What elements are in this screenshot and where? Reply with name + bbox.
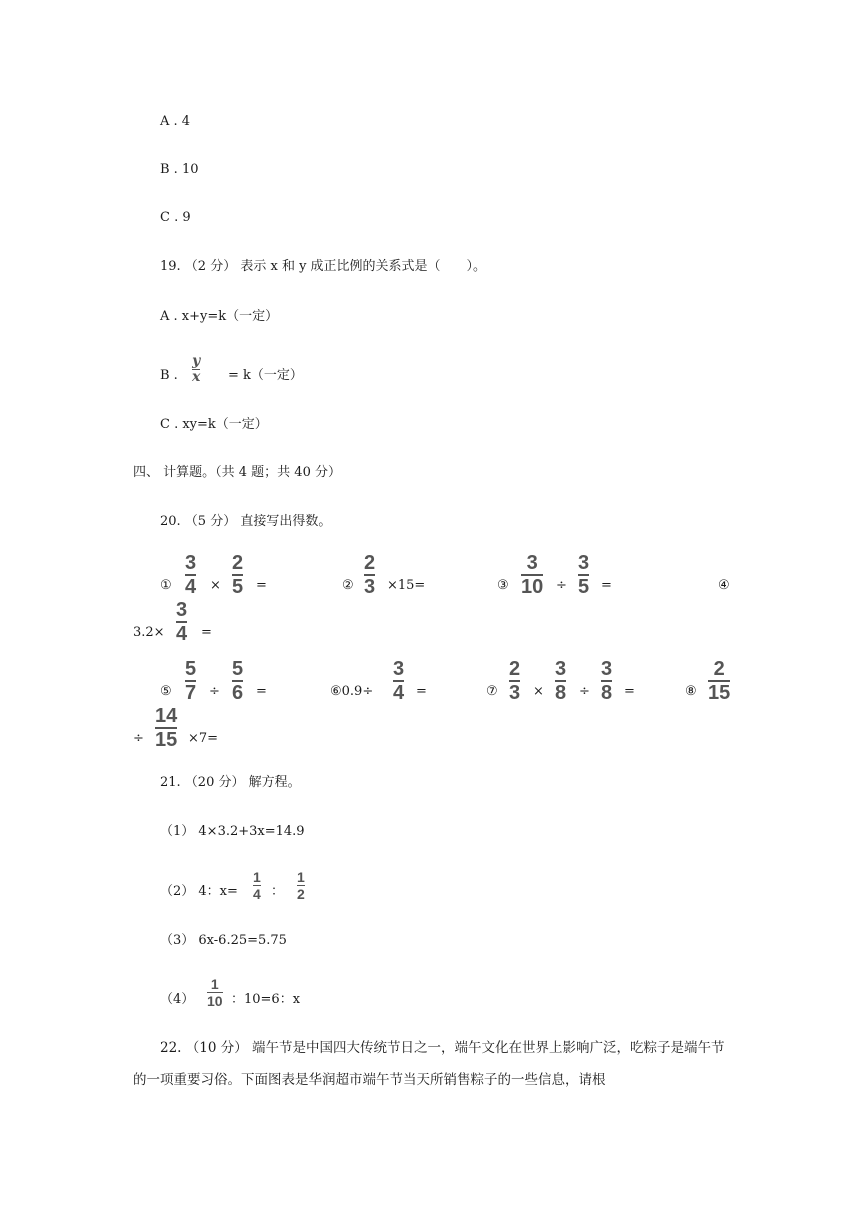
q20-item5-fraction2 (232, 659, 243, 703)
q20-item2-fraction1 (364, 553, 375, 597)
q20-item2-mark: ② (342, 578, 354, 593)
q20-item8-lead: ÷ (133, 731, 144, 746)
fraction-denominator: 4 (176, 623, 188, 645)
fraction-numerator: 3 (578, 552, 590, 574)
fraction-numerator: 1 (297, 869, 305, 885)
fraction-numerator: 3 (393, 658, 405, 680)
fraction-numerator: 3 (176, 599, 188, 621)
fraction-numerator: 14 (155, 705, 178, 727)
q21-equation2-fraction1 (253, 870, 261, 901)
q21-equation3: （3） 6x-6.25=5.75 (160, 933, 287, 948)
fraction-numerator: 2 (364, 552, 376, 574)
fraction-denominator: 3 (364, 576, 376, 598)
q19-stem: 19. （2 分） 表示 x 和 y 成正比例的关系式是（ ）。 (160, 259, 487, 274)
q20-item3-equals: = (601, 578, 612, 593)
q20-item4-lead: 3.2× (133, 625, 165, 640)
q20-item2-tail: ×15= (387, 578, 426, 593)
q20-item1-fraction2 (232, 553, 243, 597)
fraction-numerator: 3 (185, 552, 197, 574)
fraction-denominator: 15 (155, 729, 178, 751)
q21-equation2-colon: ： (271, 884, 285, 899)
q20-item7-fraction3 (601, 659, 612, 703)
q20-item5-mark: ⑤ (160, 684, 172, 699)
q20-item3-mark: ③ (497, 578, 509, 593)
fraction-numerator: 5 (232, 658, 244, 680)
fraction-denominator: 15 (708, 682, 731, 704)
q20-item7-operator1: × (533, 684, 544, 699)
fraction-numerator: 3 (601, 658, 613, 680)
q19-option-b-suffix: = k（一定） (228, 368, 303, 383)
fraction-denominator: 7 (185, 682, 197, 704)
q21-equation2-fraction2 (297, 870, 305, 901)
q20-item7-fraction2 (555, 659, 566, 703)
fraction-denominator: 5 (232, 576, 244, 598)
q22-paragraph: 22. （10 分） 端午节是中国四大传统节日之一，端午文化在世界上影响广泛，吃粽子是端午节的一项重要习俗。下面图表是华润超市端午节当天所销售粽子的一些信息，请根 (133, 1040, 725, 1088)
q20-item4-fraction1 (176, 600, 187, 644)
q20-item5-operator: ÷ (209, 684, 220, 699)
q20-item4-mark: ④ (718, 578, 730, 593)
q20-item7-operator2: ÷ (579, 684, 590, 699)
q21-stem: 21. （20 分） 解方程。 (160, 775, 301, 790)
q20-item8-fraction1 (708, 659, 730, 703)
q20-item8-mark: ⑧ (685, 684, 697, 699)
fraction-numerator: 1 (210, 976, 219, 992)
fraction-denominator: 8 (555, 682, 567, 704)
q20-item6-equals: = (416, 684, 427, 699)
q20-item6-mark: ⑥0.9÷ (330, 684, 374, 699)
fraction-denominator: x (192, 369, 201, 385)
fraction-denominator: 8 (601, 682, 613, 704)
fraction-numerator: 3 (526, 552, 538, 574)
fraction-numerator: 2 (509, 658, 521, 680)
q20-item1-operator: × (210, 578, 221, 593)
fraction-denominator: 4 (253, 886, 261, 902)
q21-equation1: （1） 4×3.2+3x=14.9 (160, 824, 305, 839)
q18-option-a: A . 4 (160, 114, 191, 129)
q20-item7-fraction1 (509, 659, 520, 703)
q20-item1-equals: = (256, 578, 267, 593)
q18-option-c: C . 9 (160, 210, 191, 225)
fraction-numerator: 5 (185, 658, 197, 680)
q20-item3-fraction2 (578, 553, 589, 597)
q20-item5-equals: = (256, 684, 267, 699)
section-heading: 四、 计算题。（共 4 题；共 40 分） (133, 465, 341, 480)
q21-equation2-prefix: （2） 4：x= (160, 884, 238, 899)
q21-equation4-suffix: ：10=6：x (231, 992, 301, 1007)
fraction-numerator: 2 (232, 552, 244, 574)
q20-item7-equals: = (624, 684, 635, 699)
fraction-denominator: 4 (185, 576, 197, 598)
q20-item7-mark: ⑦ (486, 684, 498, 699)
fraction-denominator: 5 (578, 576, 590, 598)
q20-item1-fraction1 (185, 553, 196, 597)
q19-option-c: C . xy=k（一定） (160, 417, 268, 432)
q20-stem: 20. （5 分） 直接写出得数。 (160, 514, 332, 529)
q19-option-b-fraction (192, 355, 200, 384)
fraction-numerator: 2 (713, 658, 725, 680)
q18-option-b: B . 10 (160, 162, 199, 177)
q20-item1-mark: ① (160, 578, 172, 593)
fraction-denominator: 6 (232, 682, 244, 704)
q20-item8-tail: ×7= (188, 731, 219, 746)
fraction-numerator: y (192, 353, 201, 369)
fraction-denominator: 10 (207, 993, 223, 1009)
q20-item5-fraction1 (185, 659, 196, 703)
fraction-denominator: 3 (509, 682, 521, 704)
fraction-denominator: 2 (297, 886, 305, 902)
q20-item3-operator: ÷ (556, 578, 567, 593)
q21-equation4-fraction1 (207, 977, 223, 1008)
fraction-denominator: 4 (393, 682, 405, 704)
q20-item3-fraction1 (521, 553, 543, 597)
q20-item6-fraction1 (393, 659, 404, 703)
q20-item4-equals: = (201, 625, 212, 640)
q19-option-a: A . x+y=k（一定） (160, 309, 279, 324)
fraction-denominator: 10 (521, 576, 544, 598)
q20-item8-fraction2 (155, 706, 177, 750)
fraction-numerator: 1 (253, 869, 261, 885)
q19-option-b-prefix: B . (160, 368, 178, 383)
q21-equation4-prefix: （4） (160, 992, 195, 1007)
fraction-numerator: 3 (555, 658, 567, 680)
